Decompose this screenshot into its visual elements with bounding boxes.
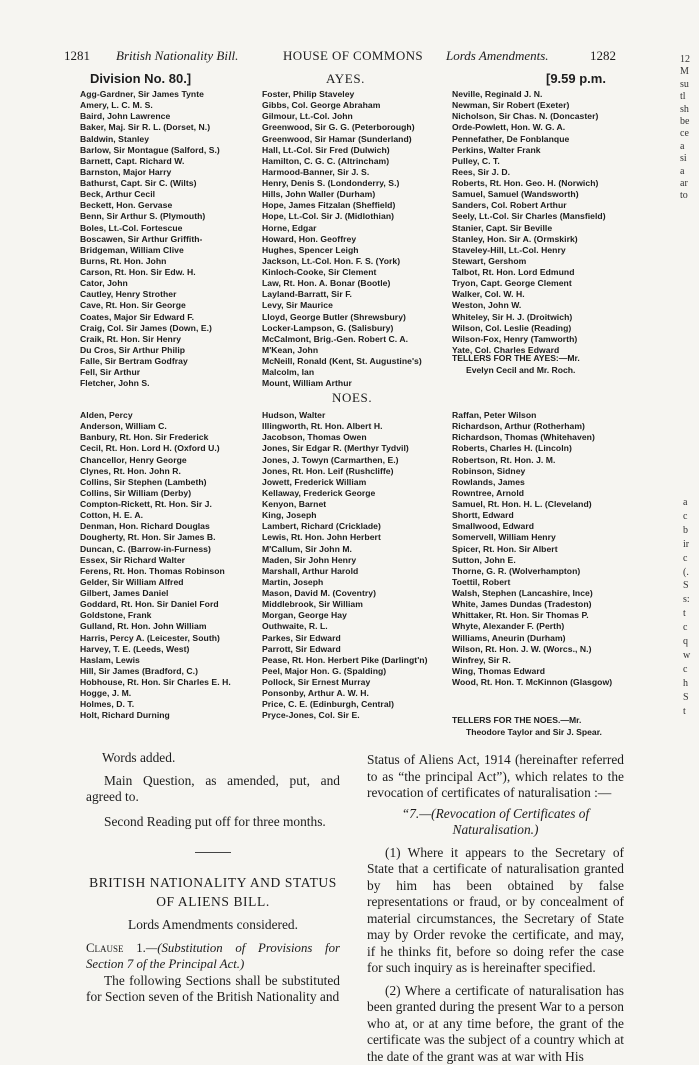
aye-member: Whiteley, Sir H. J. (Droitwich) — [452, 312, 606, 323]
no-member: Whyte, Alexander F. (Perth) — [452, 621, 612, 632]
aye-member: Beckett, Hon. Gervase — [80, 200, 220, 211]
aye-member: Pulley, C. T. — [452, 156, 606, 167]
aye-member: Roberts, Rt. Hon. Geo. H. (Norwich) — [452, 178, 606, 189]
aye-member: Beck, Arthur Cecil — [80, 189, 220, 200]
edge-fragment: 12 — [680, 54, 690, 66]
edge-fragment: su — [680, 79, 690, 91]
no-member: Ferens, Rt. Hon. Thomas Robinson — [80, 566, 231, 577]
section-rule — [195, 852, 231, 853]
aye-member: Craig, Col. Sir James (Down, E.) — [80, 323, 220, 334]
no-member: Mason, David M. (Coventry) — [262, 588, 428, 599]
no-member: Gelder, Sir William Alfred — [80, 577, 231, 588]
aye-member: Howard, Hon. Geoffrey — [262, 234, 422, 245]
following-sections: The following Sections shall be substituted for Section seven of the British Nationality and — [86, 973, 340, 1006]
aye-member: Levy, Sir Maurice — [262, 300, 422, 311]
no-member: M'Callum, Sir John M. — [262, 544, 428, 555]
page-number-right: 1282 — [590, 48, 616, 64]
no-member: Ponsonby, Arthur A. W. H. — [262, 688, 428, 699]
no-member: Martin, Joseph — [262, 577, 428, 588]
no-member: Dougherty, Rt. Hon. Sir James B. — [80, 532, 231, 543]
aye-member: Hope, Lt.-Col. Sir J. (Midlothian) — [262, 211, 422, 222]
edge-fragment: t — [683, 607, 690, 621]
no-member: Whittaker, Rt. Hon. Sir Thomas P. — [452, 610, 612, 621]
edge-fragment: ce — [680, 128, 690, 140]
aye-member: Hall, Lt.-Col. Sir Fred (Dulwich) — [262, 145, 422, 156]
paragraph-2: (2) Where a certificate of naturalisation has been granted during the present War to a person who at, or at any time before, the grant of the certificate was the subject of a country which at the date of the grant was at war with His — [367, 983, 624, 1065]
edge-fragment: a — [683, 496, 690, 510]
edge-fragment: c — [683, 510, 690, 524]
ayes-column-2 — [262, 89, 422, 389]
edge-fragment: S — [683, 691, 690, 705]
revocation-section-head: “7.—(Revocation of Certificates of Naturalisation.) — [367, 806, 624, 839]
no-member: Jacobson, Thomas Owen — [262, 432, 428, 443]
aye-member: Cave, Rt. Hon. Sir George — [80, 300, 220, 311]
aye-member: Gibbs, Col. George Abraham — [262, 100, 422, 111]
no-member: King, Joseph — [262, 510, 428, 521]
edge-fragment: ir — [683, 538, 690, 552]
aye-member: Carson, Rt. Hon. Sir Edw. H. — [80, 267, 220, 278]
aye-member: Perkins, Walter Frank — [452, 145, 606, 156]
no-member: Gulland, Rt. Hon. John William — [80, 621, 231, 632]
aye-member: Talbot, Rt. Hon. Lord Edmund — [452, 267, 606, 278]
no-member: Maden, Sir John Henry — [262, 555, 428, 566]
no-member: Rowntree, Arnold — [452, 488, 612, 499]
header-house-title: HOUSE OF COMMONS — [283, 48, 423, 64]
noes-column-3 — [452, 410, 612, 688]
aye-member: Rees, Sir J. D. — [452, 167, 606, 178]
division-label: Division No. 80.] — [90, 71, 191, 86]
noes-tellers-line-2: Theodore Taylor and Sir J. Spear. — [452, 726, 602, 738]
no-member: Anderson, William C. — [80, 421, 231, 432]
header-bill-title: British Nationality Bill. — [116, 48, 238, 64]
aye-member: Lloyd, George Butler (Shrewsbury) — [262, 312, 422, 323]
aye-member: Pennefather, De Fonblanque — [452, 134, 606, 145]
main-question: Main Question, as amended, put, and agreed to. — [86, 773, 340, 806]
aye-member: Malcolm, Ian — [262, 367, 422, 378]
no-member: Denman, Hon. Richard Douglas — [80, 521, 231, 532]
no-member: Peel, Major Hon. G. (Spalding) — [262, 666, 428, 677]
lords-considered: Lords Amendments considered. — [86, 917, 340, 934]
aye-member: Burns, Rt. Hon. John — [80, 256, 220, 267]
no-member: Goldstone, Frank — [80, 610, 231, 621]
header-lords-amendments: Lords Amendments. — [446, 48, 549, 64]
aye-member: Kinloch-Cooke, Sir Clement — [262, 267, 422, 278]
noes-heading: NOES. — [332, 390, 372, 406]
aye-member: Bridgeman, William Clive — [80, 245, 220, 256]
no-member: Rowlands, James — [452, 477, 612, 488]
ayes-tellers-line-1: TELLERS FOR THE AYES:—Mr. — [452, 352, 580, 364]
aye-member: McNeill, Ronald (Kent, St. Augustine's) — [262, 356, 422, 367]
ayes-column-3 — [452, 89, 606, 356]
no-member: Jones, J. Towyn (Carmarthen, E.) — [262, 455, 428, 466]
no-member: Holmes, D. T. — [80, 699, 231, 710]
aye-member: Barnett, Capt. Richard W. — [80, 156, 220, 167]
aye-member: M'Kean, John — [262, 345, 422, 356]
aye-member: Horne, Edgar — [262, 223, 422, 234]
aye-member: Samuel, Samuel (Wandsworth) — [452, 189, 606, 200]
edge-fragment: b — [683, 524, 690, 538]
aye-member: Hamilton, C. G. C. (Altrincham) — [262, 156, 422, 167]
aye-member: Wilson, Col. Leslie (Reading) — [452, 323, 606, 334]
no-member: Lewis, Rt. Hon. John Herbert — [262, 532, 428, 543]
aye-member: Hills, John Waller (Durham) — [262, 189, 422, 200]
no-member: Lambert, Richard (Cricklade) — [262, 521, 428, 532]
aye-member: Walker, Col. W. H. — [452, 289, 606, 300]
noes-column-2 — [262, 410, 428, 722]
aye-member: Cator, John — [80, 278, 220, 289]
aye-member: Wilson-Fox, Henry (Tamworth) — [452, 334, 606, 345]
no-member: Somervell, William Henry — [452, 532, 612, 543]
no-member: Goddard, Rt. Hon. Sir Daniel Ford — [80, 599, 231, 610]
aye-member: Agg-Gardner, Sir James Tynte — [80, 89, 220, 100]
no-member: Winfrey, Sir R. — [452, 655, 612, 666]
aye-member: Layland-Barratt, Sir F. — [262, 289, 422, 300]
no-member: Shortt, Edward — [452, 510, 612, 521]
ayes-column-1 — [80, 89, 220, 389]
no-member: Williams, Aneurin (Durham) — [452, 633, 612, 644]
no-member: Marshall, Arthur Harold — [262, 566, 428, 577]
clause-heading: Clause 1.—(Substitution of Provisions for Section 7 of the Principal Act.) — [86, 940, 340, 973]
aye-member: Stanley, Hon. Sir A. (Ormskirk) — [452, 234, 606, 245]
aye-member: Boles, Lt.-Col. Fortescue — [80, 223, 220, 234]
edge-fragment: q — [683, 635, 690, 649]
page-number-left: 1281 — [64, 48, 90, 64]
aye-member: Boscawen, Sir Arthur Griffith- — [80, 234, 220, 245]
no-member: Price, C. E. (Edinburgh, Central) — [262, 699, 428, 710]
aye-member: Jackson, Lt.-Col. Hon. F. S. (York) — [262, 256, 422, 267]
aye-member: Law, Rt. Hon. A. Bonar (Bootle) — [262, 278, 422, 289]
edge-fragment: s: — [683, 593, 690, 607]
no-member: Pollock, Sir Ernest Murray — [262, 677, 428, 688]
no-member: Harris, Percy A. (Leicester, South) — [80, 633, 231, 644]
no-member: Hobhouse, Rt. Hon. Sir Charles E. H. — [80, 677, 231, 688]
no-member: Holt, Richard Durning — [80, 710, 231, 721]
no-member: Kenyon, Barnet — [262, 499, 428, 510]
edge-fragment: h — [683, 677, 690, 691]
no-member: Clynes, Rt. Hon. John R. — [80, 466, 231, 477]
no-member: Chancellor, Henry George — [80, 455, 231, 466]
aye-member: Orde-Powlett, Hon. W. G. A. — [452, 122, 606, 133]
edge-fragment: ar — [680, 178, 690, 190]
no-member: Hill, Sir James (Bradford, C.) — [80, 666, 231, 677]
edge-fragment: S — [683, 579, 690, 593]
no-member: Duncan, C. (Barrow-in-Furness) — [80, 544, 231, 555]
edge-fragment: c — [683, 621, 690, 635]
edge-fragment: (. — [683, 566, 690, 580]
aye-member: Henry, Denis S. (Londonderry, S.) — [262, 178, 422, 189]
no-member: Essex, Sir Richard Walter — [80, 555, 231, 566]
no-member: Cecil, Rt. Hon. Lord H. (Oxford U.) — [80, 443, 231, 454]
no-member: Wilson, Rt. Hon. J. W. (Worcs., N.) — [452, 644, 612, 655]
edge-fragment: a — [680, 141, 690, 153]
aye-member: Barlow, Sir Montague (Salford, S.) — [80, 145, 220, 156]
edge-fragment: si — [680, 153, 690, 165]
no-member: Walsh, Stephen (Lancashire, Ince) — [452, 588, 612, 599]
words-added: Words added. — [102, 750, 340, 767]
aye-member: Bathurst, Capt. Sir C. (Wilts) — [80, 178, 220, 189]
no-member: Parrott, Sir Edward — [262, 644, 428, 655]
no-member: Wood, Rt. Hon. T. McKinnon (Glasgow) — [452, 677, 612, 688]
aye-member: Barnston, Major Harry — [80, 167, 220, 178]
ayes-tellers — [452, 352, 580, 376]
no-member: Haslam, Lewis — [80, 655, 231, 666]
edge-fragment: c — [683, 663, 690, 677]
aye-member: Sanders, Col. Robert Arthur — [452, 200, 606, 211]
edge-fragment: to — [680, 190, 690, 202]
no-member: Kellaway, Frederick George — [262, 488, 428, 499]
edge-fragment: tl — [680, 91, 690, 103]
right-body-column — [367, 752, 624, 1065]
no-member: Sutton, John E. — [452, 555, 612, 566]
aye-member: Newman, Sir Robert (Exeter) — [452, 100, 606, 111]
aye-member: Benn, Sir Arthur S. (Plymouth) — [80, 211, 220, 222]
no-member: Thorne, G. R. (Wolverhampton) — [452, 566, 612, 577]
paragraph-1: (1) Where it appears to the Secretary of State that a certificate of naturalisation granted by him has been obtained by false representations or fraud, or by concealment of material circumstances, the Secretary of State may by Order revoke the certificate, and may, if he thinks fit, before so doing refer the case for such inquiry as is hereinafter specified. — [367, 845, 624, 977]
no-member: Richardson, Arthur (Rotherham) — [452, 421, 612, 432]
aye-member: Weston, John W. — [452, 300, 606, 311]
aye-member: Amery, L. C. M. S. — [80, 100, 220, 111]
no-member: Parkes, Sir Edward — [262, 633, 428, 644]
aye-member: Falle, Sir Bertram Godfray — [80, 356, 220, 367]
second-reading: Second Reading put off for three months. — [86, 814, 340, 831]
aye-member: Seely, Lt.-Col. Sir Charles (Mansfield) — [452, 211, 606, 222]
aye-member: Fletcher, John S. — [80, 378, 220, 389]
edge-fragment: sh — [680, 104, 690, 116]
no-member: White, James Dundas (Tradeston) — [452, 599, 612, 610]
aye-member: Coates, Major Sir Edward F. — [80, 312, 220, 323]
no-member: Banbury, Rt. Hon. Sir Frederick — [80, 432, 231, 443]
no-member: Wing, Thomas Edward — [452, 666, 612, 677]
no-member: Outhwaite, R. L. — [262, 621, 428, 632]
no-member: Robinson, Sidney — [452, 466, 612, 477]
bill-title-line-2: OF ALIENS BILL. — [86, 892, 340, 911]
aye-member: Foster, Philip Staveley — [262, 89, 422, 100]
edge-fragment: w — [683, 649, 690, 663]
aye-member: Staveley-Hill, Lt.-Col. Henry — [452, 245, 606, 256]
aye-member: Yate, Col. Charles Edward — [452, 345, 606, 356]
no-member: Spicer, Rt. Hon. Sir Albert — [452, 544, 612, 555]
no-member: Collins, Sir Stephen (Lambeth) — [80, 477, 231, 488]
no-member: Compton-Rickett, Rt. Hon. Sir J. — [80, 499, 231, 510]
no-member: Smallwood, Edward — [452, 521, 612, 532]
no-member: Hudson, Walter — [262, 410, 428, 421]
no-member: Cotton, H. E. A. — [80, 510, 231, 521]
no-member: Alden, Percy — [80, 410, 231, 421]
no-member: Richardson, Thomas (Whitehaven) — [452, 432, 612, 443]
aye-member: Baldwin, Stanley — [80, 134, 220, 145]
aye-member: Stanier, Capt. Sir Beville — [452, 223, 606, 234]
no-member: Middlebrook, Sir William — [262, 599, 428, 610]
no-member: Harvey, T. E. (Leeds, West) — [80, 644, 231, 655]
aye-member: Neville, Reginald J. N. — [452, 89, 606, 100]
no-member: Illingworth, Rt. Hon. Albert H. — [262, 421, 428, 432]
adjacent-page-edge-upper — [680, 54, 690, 203]
aye-member: Du Cros, Sir Arthur Philip — [80, 345, 220, 356]
noes-tellers — [452, 714, 602, 738]
aye-member: Craik, Rt. Hon. Sir Henry — [80, 334, 220, 345]
act-intro: Status of Aliens Act, 1914 (hereinafter referred to as “the principal Act”), which relates to the revocation of certificates of naturalisation :— — [367, 752, 624, 802]
no-member: Jones, Rt. Hon. Leif (Rushcliffe) — [262, 466, 428, 477]
bill-title-line-1: BRITISH NATIONALITY AND STATUS — [86, 873, 340, 892]
aye-member: Nicholson, Sir Chas. N. (Doncaster) — [452, 111, 606, 122]
no-member: Hogge, J. M. — [80, 688, 231, 699]
no-member: Collins, Sir William (Derby) — [80, 488, 231, 499]
aye-member: Greenwood, Sir Hamar (Sunderland) — [262, 134, 422, 145]
ayes-heading: AYES. — [326, 71, 365, 87]
no-member: Jones, Sir Edgar R. (Merthyr Tydvil) — [262, 443, 428, 454]
adjacent-page-edge-lower — [683, 496, 690, 719]
left-body-column — [86, 750, 340, 1006]
aye-member: Mount, William Arthur — [262, 378, 422, 389]
edge-fragment: M — [680, 66, 690, 78]
aye-member: Cautley, Henry Strother — [80, 289, 220, 300]
no-member: Roberts, Charles H. (Lincoln) — [452, 443, 612, 454]
aye-member: Greenwood, Sir G. G. (Peterborough) — [262, 122, 422, 133]
no-member: Samuel, Rt. Hon. H. L. (Cleveland) — [452, 499, 612, 510]
division-time: [9.59 p.m. — [546, 71, 606, 86]
aye-member: Gilmour, Lt.-Col. John — [262, 111, 422, 122]
no-member: Robertson, Rt. Hon. J. M. — [452, 455, 612, 466]
ayes-tellers-line-2: Evelyn Cecil and Mr. Roch. — [452, 364, 580, 376]
aye-member: Tryon, Capt. George Clement — [452, 278, 606, 289]
no-member: Toettil, Robert — [452, 577, 612, 588]
aye-member: McCalmont, Brig.-Gen. Robert C. A. — [262, 334, 422, 345]
aye-member: Baker, Maj. Sir R. L. (Dorset, N.) — [80, 122, 220, 133]
aye-member: Baird, John Lawrence — [80, 111, 220, 122]
edge-fragment: be — [680, 116, 690, 128]
edge-fragment: a — [680, 166, 690, 178]
aye-member: Harmood-Banner, Sir J. S. — [262, 167, 422, 178]
no-member: Pryce-Jones, Col. Sir E. — [262, 710, 428, 721]
edge-fragment: t — [683, 705, 690, 719]
aye-member: Locker-Lampson, G. (Salisbury) — [262, 323, 422, 334]
aye-member: Hope, James Fitzalan (Sheffield) — [262, 200, 422, 211]
aye-member: Stewart, Gershom — [452, 256, 606, 267]
no-member: Pease, Rt. Hon. Herbert Pike (Darlingt'n) — [262, 655, 428, 666]
no-member: Jowett, Frederick William — [262, 477, 428, 488]
no-member: Gilbert, James Daniel — [80, 588, 231, 599]
no-member: Morgan, George Hay — [262, 610, 428, 621]
aye-member: Fell, Sir Arthur — [80, 367, 220, 378]
noes-tellers-line-1: TELLERS FOR THE NOES.—Mr. — [452, 714, 602, 726]
aye-member: Hughes, Spencer Leigh — [262, 245, 422, 256]
noes-column-1 — [80, 410, 231, 722]
edge-fragment: c — [683, 552, 690, 566]
no-member: Raffan, Peter Wilson — [452, 410, 612, 421]
